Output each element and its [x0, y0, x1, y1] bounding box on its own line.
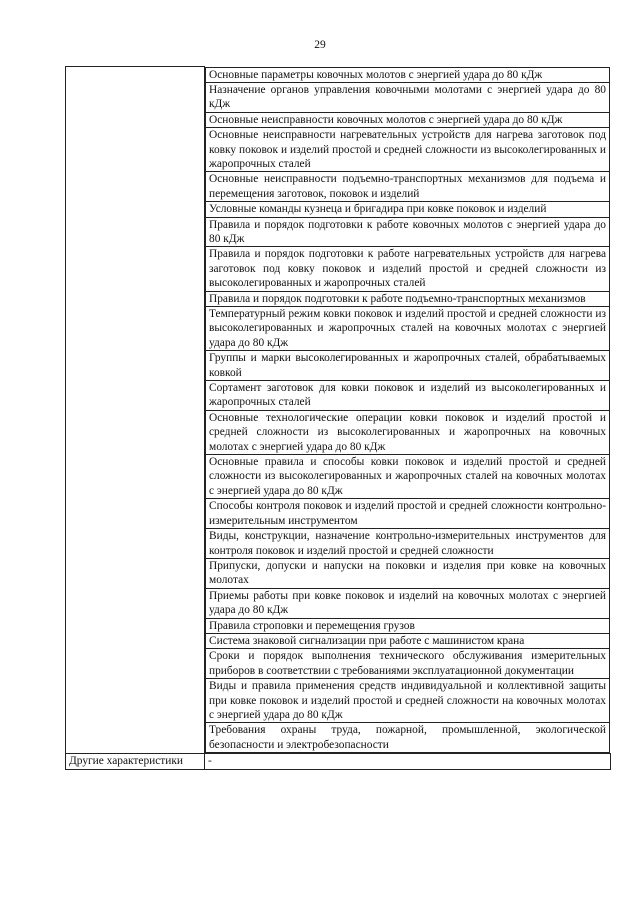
knowledge-item-cell [206, 217, 610, 247]
knowledge-item-text: Правила и порядок подготовки к работе подъемно-транспортных механизмов [209, 292, 586, 305]
knowledge-item-text: Виды, конструкции, назначение контрольно-измерительных инструментов для контроля поковок и изделий простой и средней сложности [209, 530, 606, 557]
knowledge-label-cell [66, 67, 205, 754]
knowledge-item-cell [206, 455, 610, 499]
knowledge-item-text: Основные неисправности нагревательных устройств для нагрева заготовок под ковку поковок и изделий простой и средней сложности из высоколегированных и жаропрочных сталей [209, 129, 606, 170]
knowledge-item-row [206, 307, 610, 351]
knowledge-item-cell [206, 410, 610, 454]
knowledge-item-cell [206, 633, 610, 648]
knowledge-item-row [206, 82, 610, 112]
other-label-cell [66, 754, 205, 769]
knowledge-item-text: Приемы работы при ковке поковок и изделий на ковочных молотах с энергией удара до 80 кДж [209, 589, 606, 617]
knowledge-row [66, 67, 611, 754]
knowledge-item-text: Способы контроля поковок и изделий простой и средней сложности контрольно-измерительным инструментом [209, 500, 606, 527]
knowledge-item-row [206, 112, 610, 127]
knowledge-item-row [206, 291, 610, 306]
knowledge-item-row [206, 410, 610, 454]
knowledge-item-text: Система знаковой сигнализации при работе с машинистом крана [209, 634, 525, 647]
knowledge-item-row [206, 247, 610, 291]
requirements-table [65, 66, 611, 770]
knowledge-item-row [206, 128, 610, 172]
other-characteristics-label: Другие характеристики [69, 755, 184, 768]
knowledge-item-text: Основные параметры ковочных молотов с энергией удара до 80 кДж [209, 68, 543, 81]
knowledge-item-row [206, 217, 610, 247]
knowledge-item-cell [206, 351, 610, 381]
knowledge-item-row [206, 455, 610, 499]
knowledge-item-row [206, 633, 610, 648]
knowledge-item-cell [206, 679, 610, 723]
knowledge-item-cell [206, 172, 610, 202]
knowledge-item-row [206, 67, 610, 82]
knowledge-item-row [206, 723, 610, 753]
knowledge-item-row [206, 529, 610, 559]
knowledge-item-cell [206, 307, 610, 351]
knowledge-item-text: Припуски, допуски и напуски на поковки и изделия при ковке на ковочных молотах [209, 559, 606, 587]
knowledge-item-text: Температурный режим ковки поковок и изделий простой и средней сложности из высоколегированных и жаропрочных сталей на ковочных молотах с энергией удара до 80 кДж [209, 308, 606, 349]
knowledge-list [205, 67, 610, 754]
knowledge-item-cell [206, 649, 610, 679]
knowledge-item-cell [206, 381, 610, 411]
page-number: 29 [314, 39, 326, 51]
knowledge-item-cell [206, 499, 610, 529]
other-characteristics-value: - [208, 755, 212, 768]
knowledge-item-row [206, 351, 610, 381]
knowledge-item-text: Условные команды кузнеца и бригадира при ковке поковок и изделий [209, 203, 547, 216]
knowledge-item-cell [206, 67, 610, 82]
knowledge-items-cell [205, 67, 611, 754]
knowledge-item-row [206, 558, 610, 588]
knowledge-item-text: Правила и порядок подготовки к работе ковочных молотов с энергией удара до 80 кДж [209, 218, 606, 245]
knowledge-item-row [206, 588, 610, 618]
knowledge-item-cell [206, 82, 610, 112]
knowledge-item-cell [206, 723, 610, 753]
other-value-cell [205, 754, 611, 769]
knowledge-item-text: Основные неисправности подъемно-транспортных механизмов для подъема и перемещения заготовок, поковок и изделий [209, 173, 606, 200]
knowledge-item-text: Основные технологические операции ковки поковок и изделий простой и средней сложности из высоколегированных и жаропрочных на ковочных молотах с энергией удара до 80 кДж [209, 411, 606, 453]
knowledge-item-cell [206, 588, 610, 618]
knowledge-item-text: Правила и порядок подготовки к работе нагревательных устройств для нагрева заготовок под ковку поковок и изделий простой и средней сложности из высоколегированных и жаропрочных сталей [209, 248, 606, 290]
knowledge-item-cell [206, 618, 610, 633]
knowledge-item-cell [206, 291, 610, 306]
knowledge-item-cell [206, 202, 610, 217]
knowledge-item-text: Группы и марки высоколегированных и жаропрочных сталей, обрабатываемых ковкой [209, 352, 606, 379]
knowledge-item-text: Основные неисправности ковочных молотов с энергией удара до 80 кДж [209, 113, 563, 126]
knowledge-item-cell [206, 247, 610, 291]
knowledge-item-row [206, 172, 610, 202]
knowledge-item-text: Сроки и порядок выполнения технического обслуживания измерительных приборов в соответствии с требованиями эксплуатационной документации [209, 650, 606, 677]
knowledge-item-text: Правила строповки и перемещения грузов [209, 619, 415, 632]
knowledge-item-row [206, 499, 610, 529]
knowledge-item-row [206, 618, 610, 633]
knowledge-item-row [206, 202, 610, 217]
knowledge-item-cell [206, 558, 610, 588]
knowledge-item-cell [206, 112, 610, 127]
knowledge-item-cell [206, 529, 610, 559]
knowledge-item-text: Требования охраны труда, пожарной, промышленной, экологической безопасности и электробезопасности [209, 724, 606, 751]
knowledge-item-row [206, 649, 610, 679]
knowledge-item-text: Основные правила и способы ковки поковок и изделий простой и средней сложности из высоколегированных и жаропрочных сталей на ковочных молотах с энергией удара до 80 кДж [209, 456, 606, 497]
knowledge-item-row [206, 381, 610, 411]
knowledge-item-text: Виды и правила применения средств индивидуальной и коллективной защиты при ковке поковок и изделий простой и средней сложности на ковочных молотах с энергией удара до 80 кДж [209, 680, 606, 721]
other-characteristics-row [66, 754, 611, 769]
knowledge-item-text: Назначение органов управления ковочными молотами с энергией удара до 80 кДж [209, 83, 606, 111]
knowledge-item-row [206, 679, 610, 723]
knowledge-item-cell [206, 128, 610, 172]
knowledge-item-text: Сортамент заготовок для ковки поковок и изделий из высоколегированных и жаропрочных сталей [209, 382, 606, 409]
